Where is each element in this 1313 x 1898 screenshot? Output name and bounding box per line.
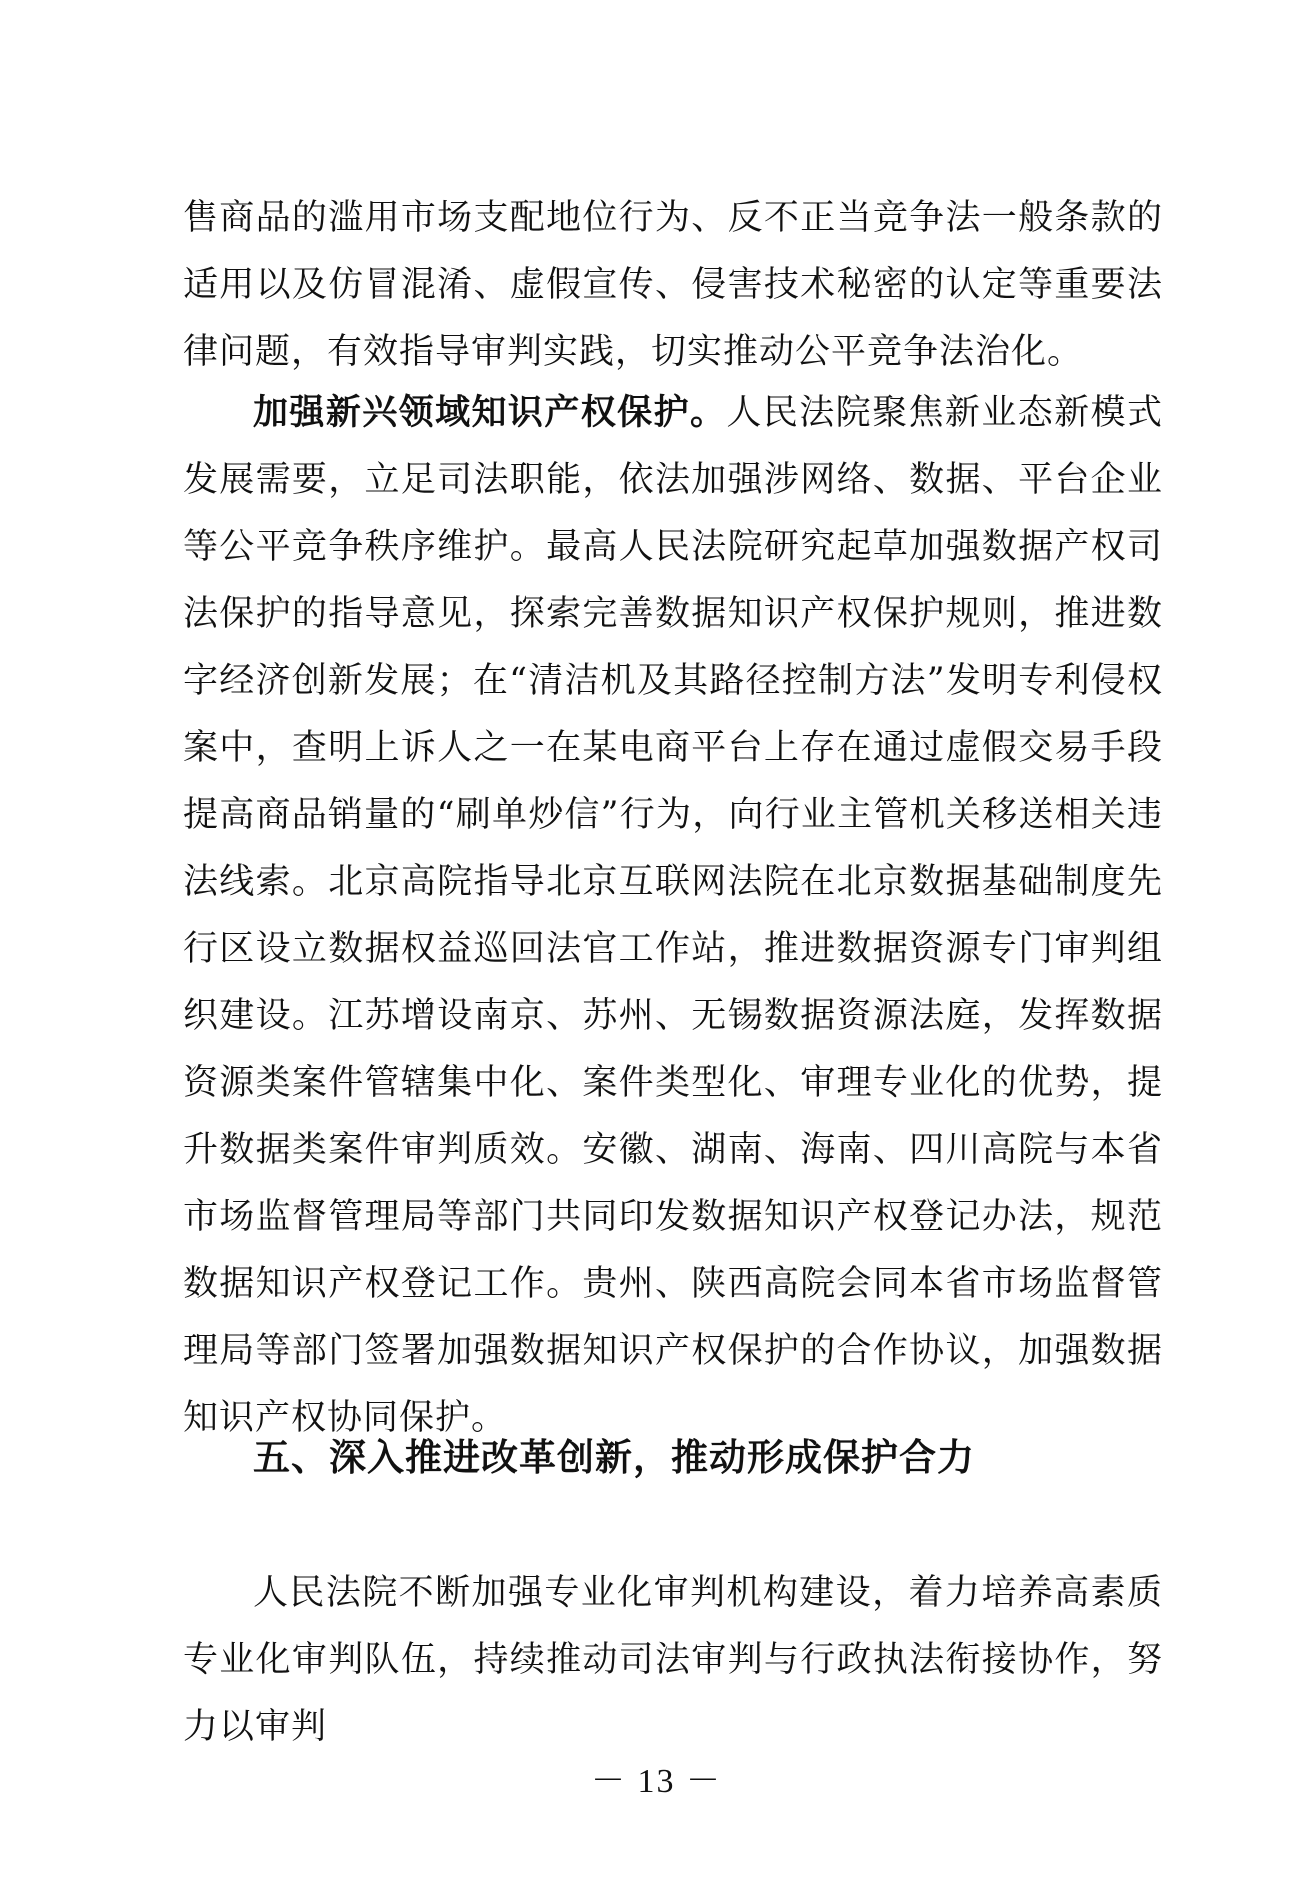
- closing-paragraph: 人民法院不断加强专业化审判机构建设，着力培养高素质专业化审判队伍，持续推动司法审判与行政执法衔接协作，努力以审判: [183, 1573, 1163, 1747]
- page-number: － 13 －: [591, 1763, 722, 1800]
- paragraph-body-text: 人民法院聚焦新业态新模式发展需要，立足司法职能，依法加强涉网络、数据、平台企业等公平竞争秩序维护。最高人民法院研究起草加强数据产权司法保护的指导意见，探索完善数据知识产权保护规则，推进数字经济创新发展；在“清洁机及其路径控制方法”发明专利侵权案中，查明上诉人之一在某电商平台上存在通过虚假交易手段提高商品销量的“刷单炒信”行为，向行业主管机关移送相关违法线索。北京高院指导北京互联网法院在北京数据基础制度先行区设立数据权益巡回法官工作站，推进数据资源专门审判组织建设。江苏增设南京、苏州、无锡数据资源法庭，发挥数据资源类案件管辖集中化、案件类型化、审理专业化的优势，提升数据类案件审判质效。安徽、湖南、海南、四川高院与本省市场监督管理局等部门共同印发数据知识产权登记办法，规范数据知识产权登记工作。贵州、陕西高院会同本省市场监督管理局等部门签署加强数据知识产权保护的合作协议，加强数据知识产权协同保护。: [183, 393, 1163, 1438]
- closing-paragraph-block: [183, 1560, 1163, 1761]
- section-heading: 五、深入推进改革创新，推动形成保护合力: [253, 1436, 975, 1479]
- continuation-paragraph-block: [183, 185, 1163, 386]
- section-paragraph: [183, 380, 1163, 1452]
- paragraph-lead-sentence: 加强新兴领域知识产权保护。: [253, 393, 727, 433]
- section-paragraph-block: [183, 380, 1163, 1452]
- continuation-paragraph: 售商品的滥用市场支配地位行为、反不正当竞争法一般条款的适用以及仿冒混淆、虚假宣传、侵害技术秘密的认定等重要法律问题，有效指导审判实践，切实推动公平竞争法治化。: [183, 198, 1163, 372]
